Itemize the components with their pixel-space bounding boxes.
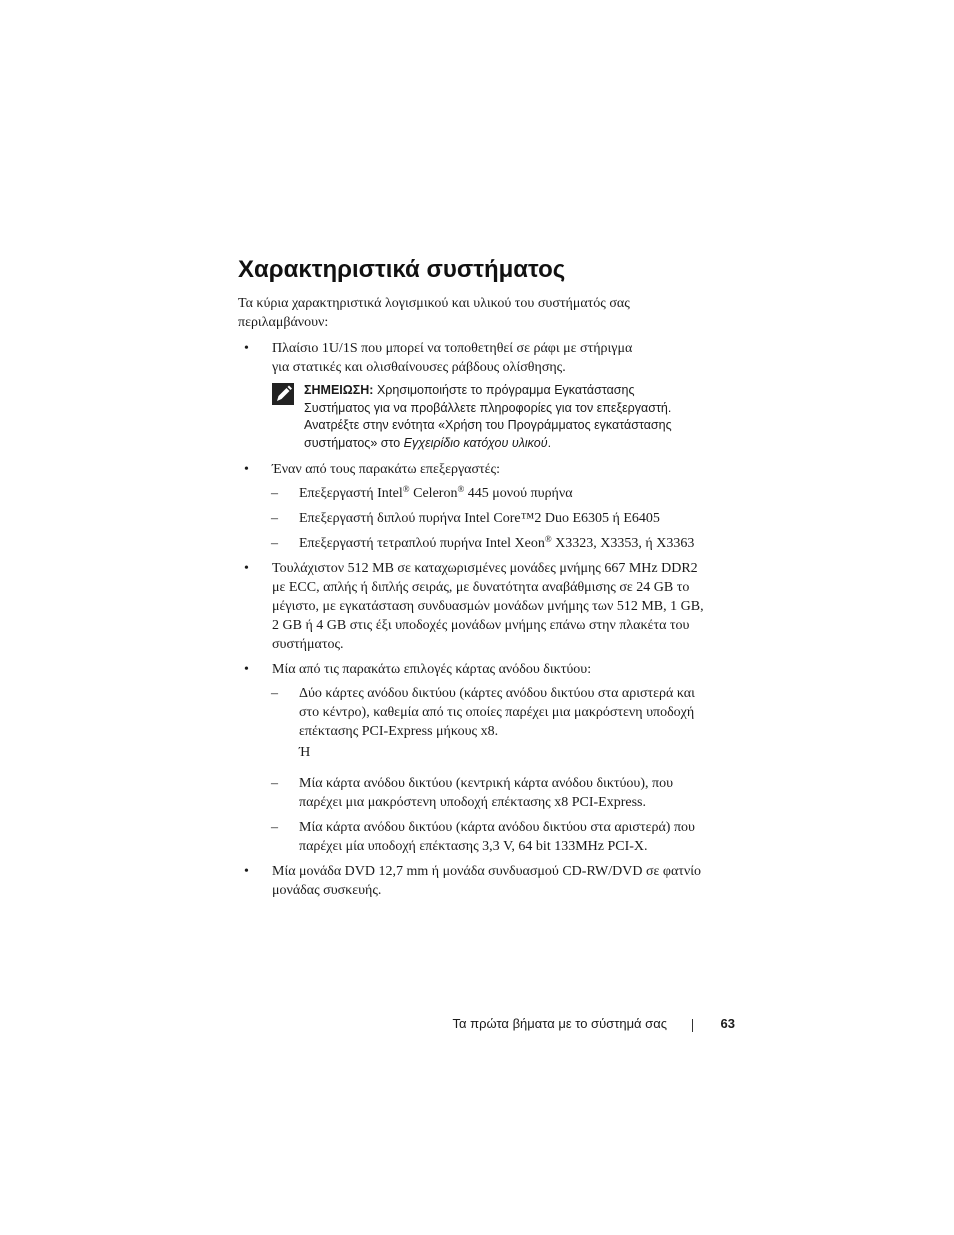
list-item-line: με ECC, απλής ή διπλής σειράς, με δυνατότητα αναβάθμισης σε 24 GB το [272,580,690,595]
dash-marker: – [271,820,278,835]
note-text: συστήματος» στο [304,435,401,450]
dash-marker: – [271,686,278,701]
dash-marker: – [271,486,278,501]
list-item-line: για στατικές και ολισθαίνουσες ράβδους ολίσθησης. [272,360,566,375]
processor-text: Επεξεργαστή τετραπλού πυρήνα Intel Xeon [299,536,545,551]
page-title: Χαρακτηριστικά συστήματος [238,256,566,283]
dash-marker: – [271,776,278,791]
note-label: ΣΗΜΕΙΩΣΗ: [304,383,374,397]
pencil-note-icon [272,383,294,405]
footer-chapter-title: Τα πρώτα βήματα με το σύστημά σας [452,1016,667,1031]
or-separator: Ή [299,745,311,760]
manual-title-reference: Εγχειρίδιο κατόχου υλικού [403,435,548,450]
list-item-line: συστήματος. [272,637,344,652]
list-item-line: Τουλάχιστον 512 MB σε καταχωρισμένες μονάδες μνήμης 667 MHz DDR2 [272,561,698,576]
bullet-marker: • [244,561,249,576]
dash-marker: – [271,511,278,526]
intro-paragraph: Τα κύρια χαρακτηριστικά λογισμικού και υλικού του συστήματός σας περιλαμβάνουν: [238,296,630,330]
registered-mark: ® [457,484,465,494]
page-number: 63 [720,1016,735,1031]
riser-option-line: στο κέντρο), καθεμία από τις οποίες παρέχει μια μακρόστενη υποδοχή [299,705,695,720]
processor-option [299,534,694,553]
list-item-text: Μία από τις παρακάτω επιλογές κάρτας ανόδου δικτύου: [272,662,592,677]
list-item-line: μονάδας συσκευής. [272,883,382,898]
processor-option [299,484,573,503]
processor-text: Επεξεργαστή Intel [299,486,403,501]
list-item-line: 2 GB ή 4 GB στις έξι υποδοχές μονάδων μνήμης επάνω στην πλακέτα του [272,618,690,633]
registered-mark: ® [402,484,410,494]
riser-option-line: παρέχει μία υποδοχή επέκτασης 3,3 V, 64 bit 133MHz PCI-X. [299,839,648,854]
list-item-text: Έναν από τους παρακάτω επεξεργαστές: [272,462,500,477]
riser-option-line: Δύο κάρτες ανόδου δικτύου (κάρτες ανόδου δικτύου στα αριστερά και [299,686,695,701]
list-item-line: μέγιστο, με εγκατάσταση συνδυασμών μονάδων μνήμης των 512 MB, 1 GB, [272,599,704,614]
note-text: Ανατρέξτε στην ενότητα «Χρήση του Προγράμματος εγκατάστασης [304,418,672,432]
processor-text: X3323, X3353, ή X3363 [551,536,695,551]
riser-option-line: Μία κάρτα ανόδου δικτύου (κεντρική κάρτα ανόδου δικτύου), που [299,776,674,791]
dash-marker: – [271,536,278,551]
registered-mark: ® [544,534,552,544]
riser-option-line: Μία κάρτα ανόδου δικτύου (κάρτα ανόδου δικτύου στα αριστερά) που [299,820,695,835]
processor-option: Επεξεργαστή διπλού πυρήνα Intel Core™2 Duo E6305 ή E6405 [299,511,660,526]
list-item-line: Μία μονάδα DVD 12,7 mm ή μονάδα συνδυασμού CD-RW/DVD σε φατνίο [272,864,702,879]
page-footer [380,1016,735,1036]
bullet-marker: • [244,662,249,677]
riser-option-line: παρέχει μια μακρόστενη υποδοχή επέκτασης x8 PCI-Express. [299,795,646,810]
processor-text: Celeron [409,486,458,501]
bullet-marker: • [244,864,249,879]
list-item-line: Πλαίσιο 1U/1S που μπορεί να τοποθετηθεί σε ράφι με στήριγμα [272,341,633,356]
processor-text: 445 μονού πυρήνα [464,486,573,501]
footer-separator [692,1019,693,1032]
note-text: Χρησιμοποιήστε το πρόγραμμα Εγκατάστασης [376,383,635,397]
bullet-marker: • [244,462,249,477]
bullet-marker: • [244,341,249,356]
note-text: . [547,435,552,450]
riser-option-line: επέκτασης PCI-Express μήκους x8. [299,724,499,739]
note-text: Συστήματος για να προβάλλετε πληροφορίες για τον επεξεργαστή. [304,400,672,415]
